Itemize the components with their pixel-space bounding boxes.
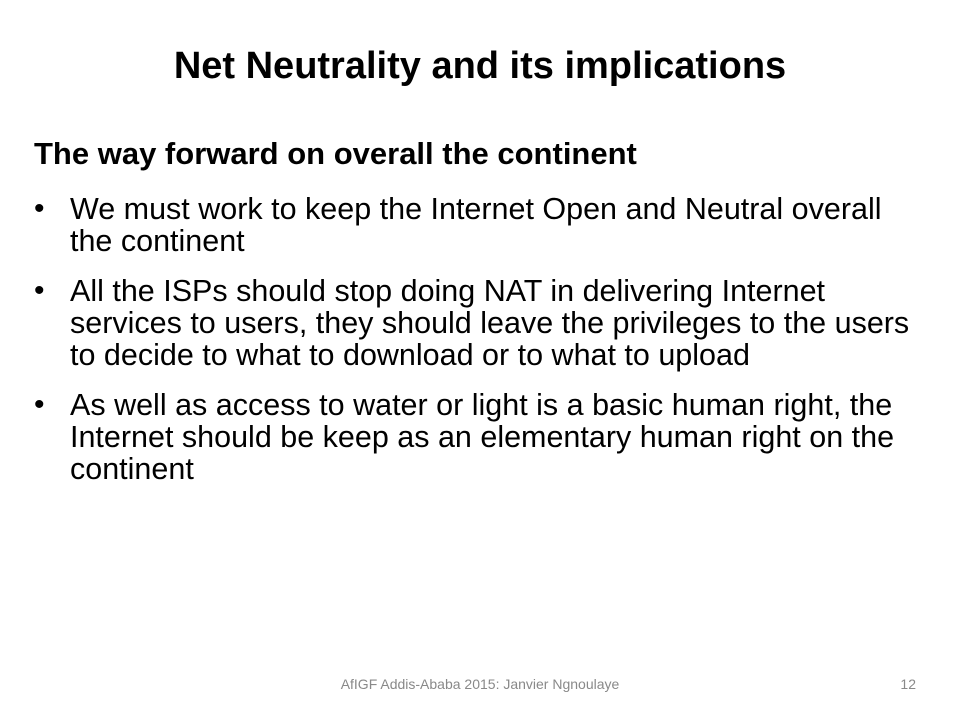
bullet-list (34, 193, 914, 503)
bullet-item (34, 275, 914, 371)
bullet-text: As well as access to water or light is a basic human right, the Internet should be keep as an elementary human right on the continent (70, 388, 895, 486)
slide-footer: AfIGF Addis-Ababa 2015: Janvier Ngnoulaye (340, 676, 620, 692)
bullet-text: We must work to keep the Internet Open and Neutral overall the continent (70, 192, 882, 258)
bullet-icon: • (34, 192, 45, 225)
bullet-icon: • (34, 274, 45, 307)
bullet-item (34, 389, 914, 485)
bullet-item (34, 193, 914, 257)
slide-subtitle: The way forward on overall the continent (34, 136, 637, 171)
bullet-icon: • (34, 388, 45, 421)
bullet-text: All the ISPs should stop doing NAT in delivering Internet services to users, they should leave the privileges to the users to decide to what to download or to what to upload (70, 274, 910, 372)
slide-title: Net Neutrality and its implications (173, 45, 787, 87)
page-number: 12 (900, 676, 916, 692)
